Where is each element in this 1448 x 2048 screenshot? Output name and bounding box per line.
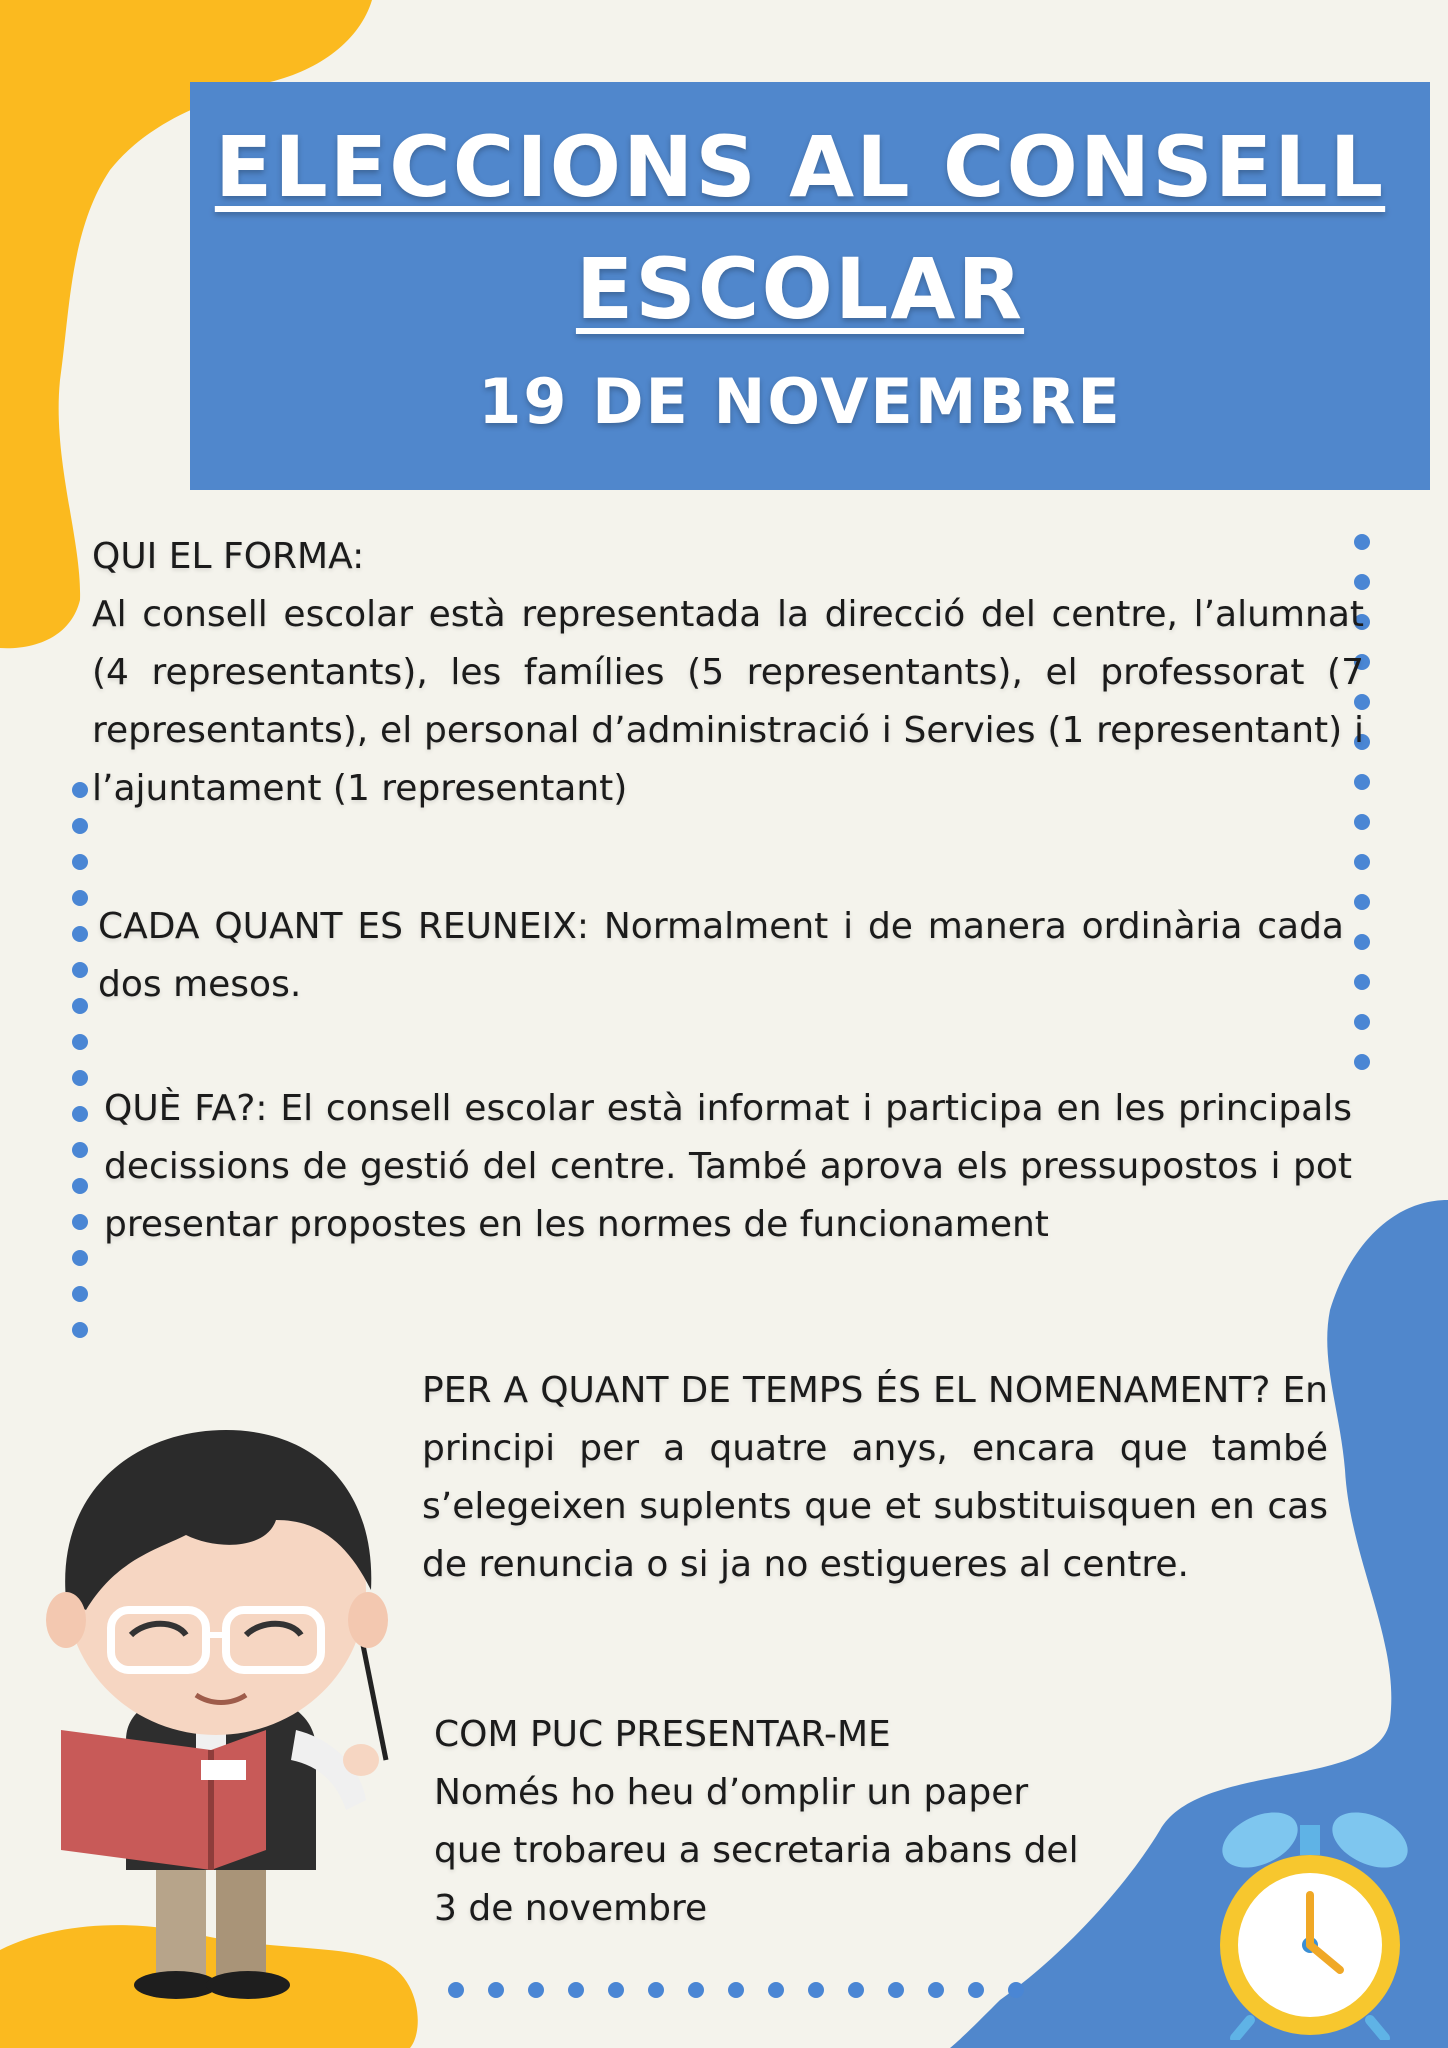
title-date: 19 DE NOVEMBRE <box>478 365 1122 438</box>
title-line-1: ELECCIONS AL CONSELL <box>214 118 1386 216</box>
border-dot <box>72 1250 88 1266</box>
border-dot <box>1354 974 1370 990</box>
border-dot <box>728 1982 744 1998</box>
border-dot <box>568 1982 584 1998</box>
border-dot <box>648 1982 664 1998</box>
border-dot <box>928 1982 944 1998</box>
border-dot <box>72 1214 88 1230</box>
section-quant-temps <box>422 1362 1328 1594</box>
alarm-clock-icon <box>1200 1770 1440 2040</box>
section-line: 3 de novembre <box>434 1888 708 1929</box>
border-dot <box>848 1982 864 1998</box>
border-dot <box>688 1982 704 1998</box>
section-heading: CADA QUANT ES REUNEIX: <box>98 906 590 947</box>
section-heading: QUI EL FORMA: <box>92 536 365 577</box>
section-body: El consell escolar està informat i participa en les principals decissions de gestió del centre. També aprova els pressupostos i pot presentar propostes en les normes de funcionament <box>104 1088 1352 1245</box>
section-heading: COM PUC PRESENTAR-ME <box>434 1714 891 1755</box>
border-dot <box>72 998 88 1014</box>
section-line: Només ho heu d’omplir un paper <box>434 1772 1029 1813</box>
border-dot <box>72 1070 88 1086</box>
section-body: En principi per a quatre anys, encara que també s’elegeixen suplents que et substituisquen en cas de renuncia o si ja no estigueres al centre. <box>422 1370 1328 1585</box>
section-body: Normalment i de manera ordinària cada dos mesos. <box>98 906 1344 1005</box>
section-heading: QUÈ FA?: <box>104 1088 268 1129</box>
section-qui-el-forma <box>92 528 1364 818</box>
border-dot <box>968 1982 984 1998</box>
title-line-2: ESCOLAR <box>575 240 1025 338</box>
border-dot <box>72 818 88 834</box>
border-dot <box>1354 1014 1370 1030</box>
teacher-icon <box>16 1430 436 2030</box>
border-dot <box>72 962 88 978</box>
border-dot <box>72 1178 88 1194</box>
section-com-presentar <box>434 1706 1174 1938</box>
border-dot <box>72 890 88 906</box>
section-cada-quant <box>98 898 1344 1014</box>
border-dot <box>72 1322 88 1338</box>
border-dot <box>608 1982 624 1998</box>
border-dot <box>72 854 88 870</box>
border-dot <box>1354 894 1370 910</box>
border-dot <box>528 1982 544 1998</box>
border-dot <box>72 1034 88 1050</box>
border-dot <box>1354 854 1370 870</box>
border-dot <box>72 1142 88 1158</box>
section-line: que trobareu a secretaria abans del <box>434 1830 1079 1871</box>
border-dot <box>488 1982 504 1998</box>
border-dot <box>768 1982 784 1998</box>
border-dot <box>448 1982 464 1998</box>
border-dot <box>72 1106 88 1122</box>
border-dot <box>72 1286 88 1302</box>
border-dot <box>1354 1054 1370 1070</box>
section-heading: PER A QUANT DE TEMPS ÉS EL NOMENAMENT? <box>422 1370 1271 1411</box>
section-que-fa <box>104 1080 1352 1254</box>
border-dot <box>1354 934 1370 950</box>
border-dot <box>72 926 88 942</box>
border-dot <box>888 1982 904 1998</box>
border-dot <box>808 1982 824 1998</box>
border-dot <box>72 782 88 798</box>
section-body: Al consell escolar està representada la direcció del centre, l’alumnat (4 representants), les famílies (5 representants), el professorat (7 representants), el personal d’administració i Servies (1 representant) i l’ajuntament (1 representant) <box>92 594 1364 809</box>
border-dot <box>1008 1982 1024 1998</box>
